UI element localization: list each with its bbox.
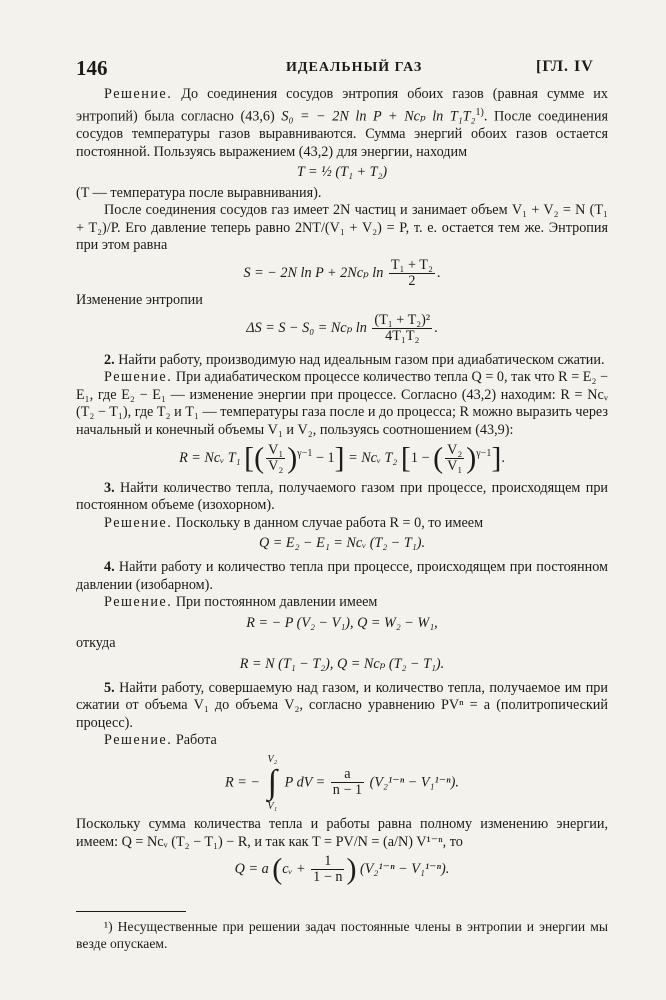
exponent: γ−1	[297, 447, 313, 459]
integral-symbol: ∫	[267, 763, 277, 801]
solution-1-paragraph-2: После соединения сосудов газ имеет 2N частиц и занимает объем V₁ + V₂ = N (T₁ + T₂)/P. Его давление теперь равно 2NT/(V₁ + V₂) = P, т. е. остается тем же. Энтропия при этом равна	[76, 202, 608, 254]
footnote-rule	[76, 911, 186, 912]
solution-label: Решение.	[104, 369, 173, 386]
eq-part: = Ncᵥ T₂	[348, 449, 398, 466]
page-body	[76, 86, 608, 952]
fraction-numerator: a	[331, 767, 364, 783]
connector-word: откуда	[76, 635, 116, 652]
equation-entropy-change-left: ΔS = S − S₀ = Ncₚ ln	[246, 319, 367, 336]
eq-part: (V₂¹⁻ⁿ − V₁¹⁻ⁿ).	[369, 774, 459, 791]
solution-4-text: При постоянном давлении имеем	[175, 594, 378, 611]
paren-open: (	[272, 852, 283, 886]
solution-label: Решение.	[104, 594, 173, 611]
footnote: ¹) Несущественные при решении задач постоянные члены в энтропии и энергии мы везде опускаем.	[76, 919, 608, 952]
equation-entropy-left: S = − 2N ln P + 2Ncₚ ln	[243, 264, 384, 281]
fraction-denominator: n − 1	[332, 782, 363, 799]
fraction	[331, 767, 364, 798]
eq-part: R = Ncᵥ T₁	[179, 449, 241, 466]
fraction	[311, 854, 344, 885]
problem-3	[76, 480, 608, 515]
equation-polytropic-work	[76, 753, 608, 813]
exponent: γ−1	[476, 447, 492, 459]
integral-upper-limit: V₂	[267, 753, 278, 765]
entropy-change-label: Изменение энтропии	[76, 292, 203, 309]
fraction-numerator: (T₁ + T₂)²	[374, 311, 431, 328]
problem-3-text: Найти количество тепла, получаемого газом при процессе, происходящем при постоянном объеме (изохорном).	[76, 479, 609, 514]
equation-temperature-text: T = ½ (T₁ + T₂)	[296, 164, 388, 181]
equation-entropy-change: ΔS = S − S₀ = Ncₚ ln $\frac{\text{(T₁ + T₂)²}}{\text{4T₁T₂}}$ .	[246, 311, 438, 344]
problem-number: 2.	[104, 351, 115, 368]
integral-sign	[268, 753, 278, 813]
fraction	[389, 258, 435, 289]
equation-isobaric-2	[76, 656, 608, 674]
solution-5-paragraph	[76, 732, 608, 750]
fraction	[266, 443, 285, 474]
eq-part: (V₂¹⁻ⁿ − V₁¹⁻ⁿ).	[360, 860, 450, 877]
equation-polytropic-heat	[76, 854, 608, 885]
solution-label: Решение.	[104, 732, 173, 749]
solution-3-paragraph	[76, 515, 608, 533]
fraction-denominator: 1 − n	[313, 869, 343, 886]
paren-close: )	[287, 441, 298, 475]
solution-label: Решение.	[104, 86, 173, 102]
problem-number: 5.	[104, 679, 115, 696]
paren-close: )	[466, 441, 477, 475]
eq-part: R = −	[225, 774, 260, 791]
eq-part: P dV =	[284, 774, 326, 791]
chapter-label: [ГЛ. IV	[536, 58, 594, 75]
paren-open: (	[254, 441, 265, 475]
page-header	[0, 56, 666, 80]
solution-label: Решение.	[104, 514, 173, 531]
fraction-denominator: V₁	[447, 457, 463, 474]
solution-1-text: До соединения сосудов энтропия обоих газов (равная сумме их энтропий) была согласно (43,6)	[76, 86, 608, 125]
fraction-denominator: V₂	[268, 457, 284, 474]
fraction	[372, 313, 432, 344]
problem-5-text: Найти работу, совершаемую над газом, и количество тепла, получаемое им при сжатии от объема V₁ до объема V₂, согласно уравнению PVⁿ = a (политропический процесс).	[76, 679, 608, 731]
paren-close: )	[346, 852, 357, 886]
problem-4-text: Найти работу и количество тепла при процессе, происходящем при постоянном давлении (изобарном).	[76, 559, 608, 593]
problem-2	[76, 352, 608, 370]
fraction-denominator: 4T₁T₂	[385, 327, 420, 344]
equation-temperature	[76, 164, 608, 182]
problem-5	[76, 680, 608, 733]
equation-isochoric	[76, 535, 608, 553]
fraction-denominator: 2	[408, 273, 416, 290]
solution-2-paragraph	[76, 369, 608, 439]
bracket-open: [	[244, 441, 255, 475]
solution-3-text: Поскольку в данном случае работа R = 0, то имеем	[175, 514, 484, 531]
solution-1-paragraph	[76, 86, 608, 161]
equation-entropy: S = − 2N ln P + 2Ncₚ ln $\frac{\text{T₁ + T₂}}{2}$ .	[243, 257, 441, 290]
fraction-numerator: T₁ + T₂	[390, 257, 433, 274]
fraction-numerator: V₂	[447, 441, 463, 458]
eq-part: − 1	[315, 449, 335, 466]
equation-isobaric-1-text: R = − P (V₂ − V₁), Q = W₂ − W₁,	[246, 614, 438, 631]
problem-4	[76, 559, 608, 594]
page-number: 146	[76, 56, 108, 80]
equation-adiabatic-work: R = Ncᵥ T₁ [( $\frac{\text{V₁}}{\text{V₂}}$ )$^{\gamma-1}$ − 1] = Ncᵥ T₂ [1 − ( $\frac{\text{V₂}}{\text{V₁}}$ )$^{\gamma-1}$].	[179, 441, 505, 475]
paren-open: (	[433, 441, 444, 475]
fraction	[445, 443, 464, 474]
solution-5-text: Работа	[175, 732, 217, 749]
bracket-close: ]	[334, 441, 345, 475]
equation-isobaric-1	[76, 615, 608, 633]
eq-part: cᵥ +	[282, 860, 306, 877]
inline-formula-s0: S₀ = − 2N ln P + Ncₚ ln T₁T₂	[281, 108, 476, 125]
temperature-note: (T — температура после выравнивания).	[76, 184, 322, 201]
problem-2-text: Найти работу, производимую над идеальным газом при адиабатическом сжатии.	[118, 351, 605, 368]
fraction-numerator: V₁	[268, 441, 284, 458]
problem-number: 3.	[104, 479, 115, 496]
solution-4-paragraph	[76, 594, 608, 612]
solution-2-text: При адиабатическом процессе количество тепла Q = 0, так что R = E₂ − E₁, где E₂ − E₁ — изменение энергии при процессе. Согласно (43,2) находим: R = Ncᵥ (T₂ − T₁), где T₂ и T₁ — температуры газа после и до процесса; R можно выразить через начальный и конечный объемы V₁ и V₂, пользуясь соотношением (43,9):	[76, 369, 609, 439]
running-title: ИДЕАЛЬНЫЙ ГАЗ	[286, 60, 423, 75]
footnote-ref: 1)	[475, 106, 484, 118]
equation-isochoric-text: Q = E₂ − E₁ = Ncᵥ (T₂ − T₁).	[258, 535, 426, 552]
bracket-open: [	[400, 441, 411, 475]
problem-number: 4.	[104, 559, 115, 576]
eq-part: Q = a	[234, 860, 269, 877]
solution-5-paragraph-2: Поскольку сумма количества тепла и работы равна полному изменению энергии, имеем: Q = Ncᵥ (T₂ − T₁) − R, и так как T = PV/N = (a/N) V¹⁻ⁿ, то	[76, 815, 608, 850]
eq-part: 1 −	[410, 449, 430, 466]
bracket-close: ]	[491, 441, 502, 475]
solution-1-text-end: . После соединения сосудов температуры газов выравниваются. Сумма энергий обоих газов остается постоянной. Пользуясь выражением (43,2) для энергии, находим	[76, 108, 609, 160]
integral-lower-limit: V₁	[267, 800, 278, 812]
fraction-numerator: 1	[311, 854, 344, 870]
equation-isobaric-2-text: R = N (T₁ − T₂), Q = Ncₚ (T₂ − T₁).	[239, 655, 445, 672]
